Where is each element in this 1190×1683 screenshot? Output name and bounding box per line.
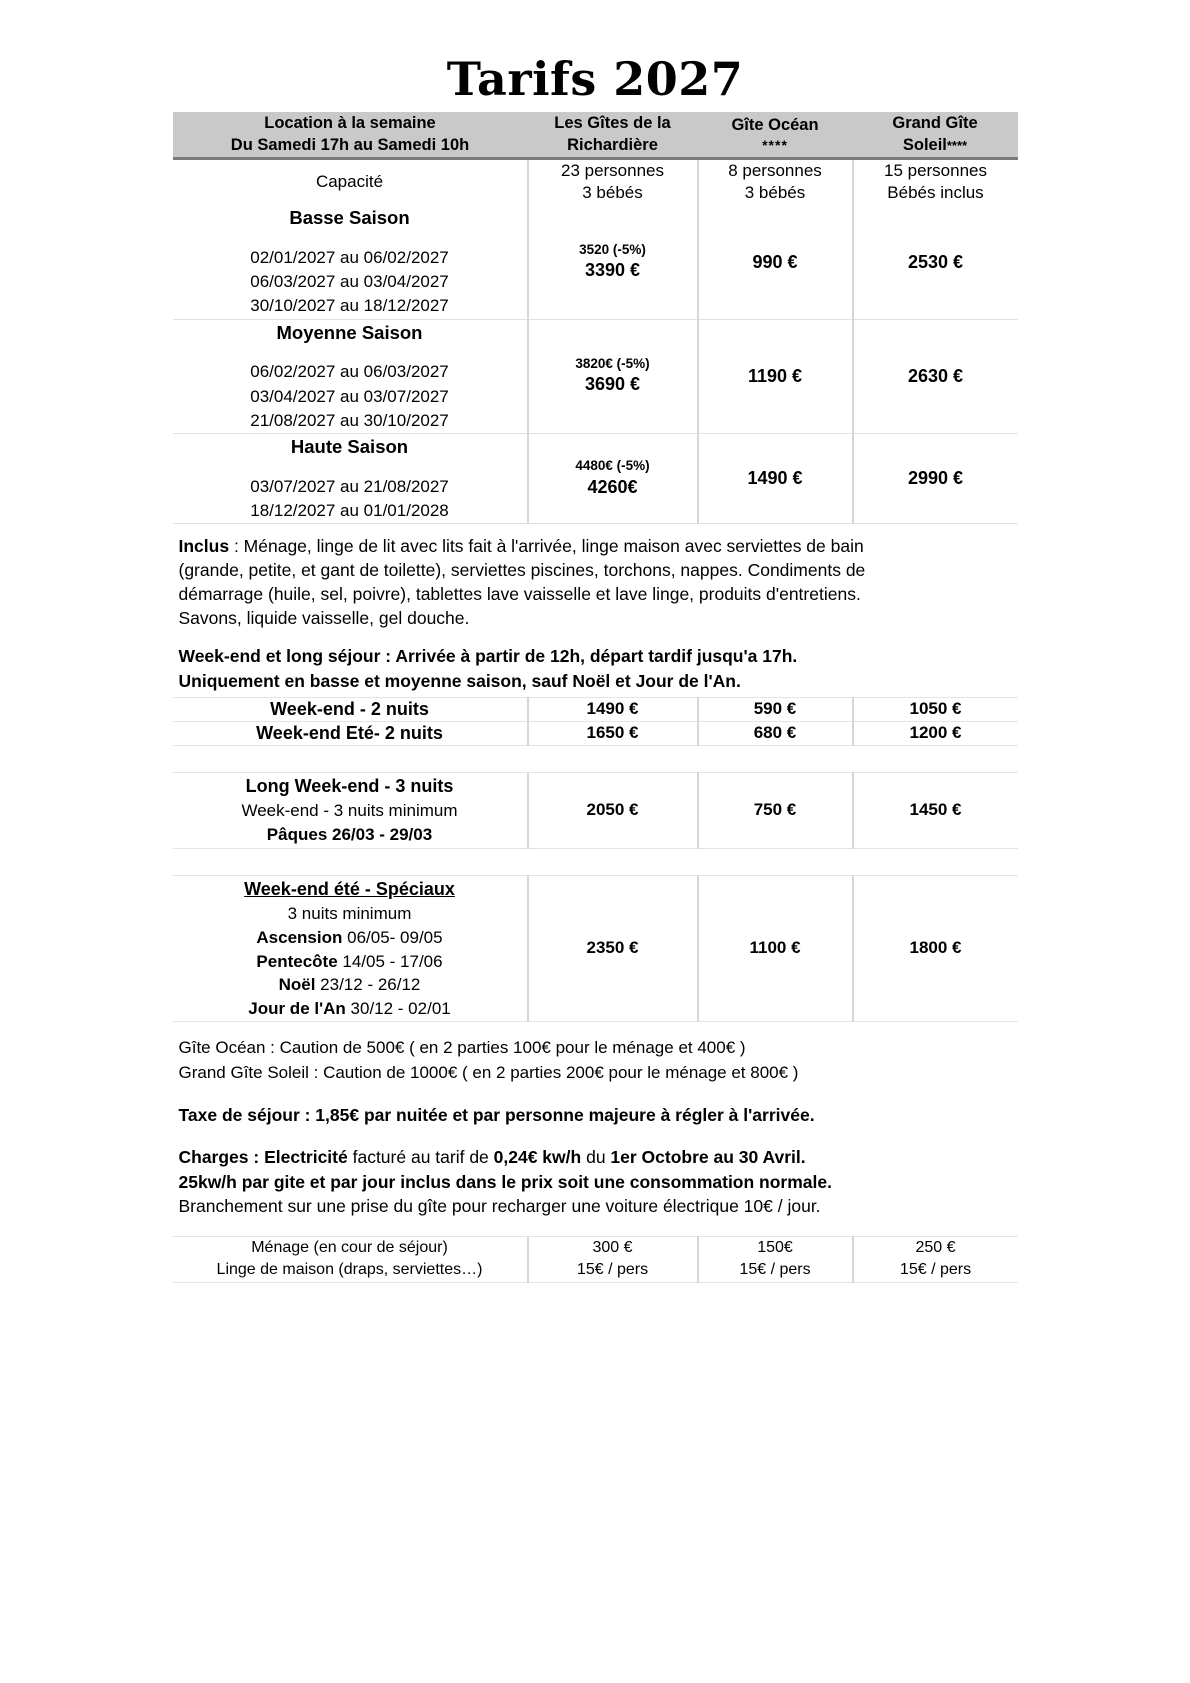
header-cell-grand-gite-soleil <box>853 112 1018 158</box>
season-name-haute: Haute Saison <box>290 435 409 457</box>
inclus-line1: : Ménage, linge de lit avec lits fait à l'arrivée, linge maison avec serviettes de bain <box>229 535 864 556</box>
weekend-2n-soleil: 1050 € <box>853 697 1018 721</box>
charges-line2: 25kw/h par gite et par jour inclus dans le prix soit une consommation normale. <box>178 1171 832 1192</box>
table-row-weekend-2n <box>173 697 1018 721</box>
special-weekend-ocean: 1100 € <box>698 875 853 1021</box>
tarifs-sheet <box>173 112 1018 1283</box>
table-row-basse-saison <box>173 205 1018 319</box>
table-row-haute-saison <box>173 433 1018 523</box>
special-weekend-item-noel <box>173 973 527 997</box>
season-name-moyenne: Moyenne Saison <box>276 321 423 343</box>
long-weekend-title: Long Week-end - 3 nuits <box>245 775 454 796</box>
price-basse-richardiere-final: 3390 € <box>584 260 641 281</box>
charges-line1-rest: facturé au tarif de <box>347 1147 494 1168</box>
long-weekend-subtitle: Week-end - 3 nuits minimum <box>241 800 458 820</box>
capacity-richardiere <box>528 158 698 205</box>
weekend-note-line1: Week-end et long séjour : Arrivée à partir de 12h, départ tardif jusqu'a 17h. <box>178 646 798 667</box>
spacer-cell <box>698 745 853 772</box>
charges-rate: 0,24€ kw/h <box>493 1147 582 1168</box>
special-name-ascension: Ascension <box>256 927 343 947</box>
season-label-basse <box>173 205 528 319</box>
price-moyenne-soleil-value: 2630 € <box>907 365 964 386</box>
header-soleil-line1: Grand Gîte <box>892 114 978 132</box>
inclus-label: Inclus <box>178 535 230 556</box>
season-date-basse-2: 06/03/2027 au 03/04/2027 <box>250 272 449 292</box>
table-header-row <box>173 112 1018 158</box>
menage-service-label: Ménage (en cour de séjour) <box>251 1238 448 1256</box>
header-rental-line2: Du Samedi 17h au Samedi 10h <box>230 136 470 155</box>
table-row-special-weekends <box>173 875 1018 1021</box>
capacity-ocean-persons: 8 personnes <box>728 160 822 180</box>
spacer-row-1 <box>173 745 1018 772</box>
header-soleil-line2: Soleil <box>902 136 947 155</box>
caution-paragraph <box>173 1022 1018 1089</box>
season-date-haute-1: 03/07/2027 au 21/08/2027 <box>250 476 449 496</box>
inclus-line3: démarrage (huile, sel, poivre), tablettes lave vaisselle et lave linge, produits d'entretiens. <box>178 584 861 605</box>
header-richardiere-line1: Les Gîtes de la <box>554 114 671 132</box>
spacer-row-2 <box>173 848 1018 875</box>
capacity-ocean <box>698 158 853 205</box>
menage-service-richardiere: 300 € <box>528 1236 698 1259</box>
price-moyenne-richardiere-original: 3820€ (-5%) <box>575 355 650 371</box>
season-date-haute-2: 18/12/2027 au 01/01/2028 <box>250 500 449 520</box>
price-haute-ocean <box>698 433 853 523</box>
price-basse-ocean-value: 990 € <box>752 251 798 272</box>
price-moyenne-richardiere-final: 3690 € <box>584 374 641 395</box>
header-ocean-name: Gîte Océan <box>731 115 819 134</box>
weekend-2n-richardiere: 1490 € <box>528 697 698 721</box>
special-name-noel: Noël <box>278 975 316 995</box>
weekend-policy-note <box>173 634 1018 696</box>
special-dates-jour-de-lan: 30/12 - 02/01 <box>345 999 451 1019</box>
special-dates-ascension: 06/05- 09/05 <box>342 927 443 947</box>
charges-label: Charges : Electricité <box>178 1147 348 1168</box>
capacity-richardiere-persons: 23 personnes <box>560 160 665 180</box>
table-row-weekend-ete-2n <box>173 721 1018 745</box>
spacer-cell <box>853 848 1018 875</box>
spacer-cell <box>528 745 698 772</box>
price-basse-richardiere-original: 3520 (-5%) <box>579 241 646 257</box>
capacity-row <box>173 158 1018 205</box>
charges-paragraph <box>173 1131 1018 1221</box>
taxe-sejour-paragraph <box>173 1089 1018 1131</box>
long-weekend-ocean: 750 € <box>698 772 853 848</box>
weekend-ete-2n-richardiere: 1650 € <box>528 721 698 745</box>
page-title: Tarifs 2027 <box>446 52 744 106</box>
linge-service-ocean: 15€ / pers <box>698 1259 853 1282</box>
price-moyenne-ocean <box>698 319 853 433</box>
header-rental-line1: Location à la semaine <box>264 114 436 132</box>
price-haute-ocean-value: 1490 € <box>747 467 803 488</box>
weekend-2n-ocean: 590 € <box>698 697 853 721</box>
linge-service-richardiere: 15€ / pers <box>528 1259 698 1282</box>
weekend-ete-2n-soleil: 1200 € <box>853 721 1018 745</box>
caution-line-soleil: Grand Gîte Soleil : Caution de 1000€ ( en 2 parties 200€ pour le ménage et 800€ ) <box>178 1062 799 1082</box>
spacer-cell <box>853 745 1018 772</box>
spacer-cell <box>528 848 698 875</box>
price-haute-richardiere <box>528 433 698 523</box>
season-name-basse: Basse Saison <box>289 207 410 229</box>
inclus-paragraph <box>173 524 1018 635</box>
menage-service-ocean: 150€ <box>698 1236 853 1259</box>
header-cell-rental-terms <box>173 112 528 158</box>
price-basse-soleil-value: 2530 € <box>907 251 964 272</box>
special-dates-noel: 23/12 - 26/12 <box>315 975 421 995</box>
special-weekend-label <box>173 875 528 1021</box>
linge-service-soleil: 15€ / pers <box>853 1259 1018 1282</box>
price-moyenne-soleil <box>853 319 1018 433</box>
header-soleil-stars: **** <box>946 138 968 154</box>
caution-line-ocean: Gîte Océan : Caution de 500€ ( en 2 parties 100€ pour le ménage et 400€ ) <box>178 1038 746 1058</box>
extra-services-table <box>173 1236 1018 1283</box>
special-weekend-item-ascension <box>173 926 527 950</box>
season-date-moyenne-3: 21/08/2027 au 30/10/2027 <box>250 410 449 430</box>
capacity-soleil-babies: Bébés inclus <box>887 183 984 203</box>
season-date-moyenne-2: 03/04/2027 au 03/07/2027 <box>250 386 449 406</box>
special-weekend-item-pentecote <box>173 950 527 974</box>
inclus-line2: (grande, petite, et gant de toilette), serviettes piscines, torchons, nappes. Condiments de <box>178 559 866 580</box>
season-label-haute <box>173 433 528 523</box>
season-price-table <box>173 112 1018 524</box>
weekend-price-table <box>173 697 1018 1022</box>
special-weekend-soleil: 1800 € <box>853 875 1018 1021</box>
taxe-sejour-text: Taxe de séjour : 1,85€ par nuitée et par personne majeure à régler à l'arrivée. <box>178 1105 815 1126</box>
table-row-moyenne-saison <box>173 319 1018 433</box>
spacer-cell <box>698 848 853 875</box>
long-weekend-soleil: 1450 € <box>853 772 1018 848</box>
capacity-ocean-babies: 3 bébés <box>744 183 806 203</box>
price-haute-richardiere-original: 4480€ (-5%) <box>575 458 650 474</box>
special-weekend-item-jour-de-lan <box>173 997 527 1021</box>
weekend-2n-label: Week-end - 2 nuits <box>173 697 528 721</box>
price-moyenne-ocean-value: 1190 € <box>747 365 803 386</box>
special-weekend-richardiere: 2350 € <box>528 875 698 1021</box>
header-cell-richardiere <box>528 112 698 158</box>
table-row-long-weekend <box>173 772 1018 848</box>
weekend-note-line2: Uniquement en basse et moyenne saison, sauf Noël et Jour de l'An. <box>178 670 741 691</box>
spacer-cell <box>173 848 528 875</box>
menage-service-soleil: 250 € <box>853 1236 1018 1259</box>
header-richardiere-line2: Richardière <box>567 136 658 155</box>
header-cell-gite-ocean <box>698 112 853 158</box>
special-weekend-subtitle: 3 nuits minimum <box>287 904 412 924</box>
price-haute-soleil <box>853 433 1018 523</box>
season-date-basse-3: 30/10/2027 au 18/12/2027 <box>250 296 449 316</box>
special-name-pentecote: Pentecôte <box>256 951 338 971</box>
charges-period: 1er Octobre au 30 Avril. <box>610 1147 806 1168</box>
price-basse-ocean <box>698 205 853 319</box>
spacer-cell <box>173 745 528 772</box>
table-row-linge-service <box>173 1259 1018 1282</box>
special-weekend-title: Week-end été - Spéciaux <box>244 878 455 899</box>
capacity-label: Capacité <box>315 172 384 192</box>
price-haute-richardiere-final: 4260€ <box>587 476 638 497</box>
price-basse-soleil <box>853 205 1018 319</box>
capacity-soleil-persons: 15 personnes <box>883 160 988 180</box>
price-moyenne-richardiere <box>528 319 698 433</box>
charges-line1-rest2: du <box>581 1147 611 1168</box>
season-date-moyenne-1: 06/02/2027 au 06/03/2027 <box>250 362 449 382</box>
table-row-menage-service <box>173 1236 1018 1259</box>
season-date-basse-1: 02/01/2027 au 06/02/2027 <box>250 248 449 268</box>
weekend-ete-2n-label: Week-end Eté- 2 nuits <box>173 721 528 745</box>
special-dates-pentecote: 14/05 - 17/06 <box>337 951 443 971</box>
season-label-moyenne <box>173 319 528 433</box>
special-name-jour-de-lan: Jour de l'An <box>248 999 346 1019</box>
long-weekend-label <box>173 772 528 848</box>
linge-service-label: Linge de maison (draps, serviettes…) <box>216 1261 483 1279</box>
inclus-line4: Savons, liquide vaisselle, gel douche. <box>178 608 470 629</box>
price-haute-soleil-value: 2990 € <box>907 467 964 488</box>
header-ocean-stars: **** <box>762 136 788 153</box>
price-basse-richardiere <box>528 205 698 319</box>
charges-line3: Branchement sur une prise du gîte pour recharger une voiture électrique 10€ / jour. <box>178 1195 821 1216</box>
weekend-ete-2n-ocean: 680 € <box>698 721 853 745</box>
long-weekend-dates: Pâques 26/03 - 29/03 <box>266 825 433 845</box>
long-weekend-richardiere: 2050 € <box>528 772 698 848</box>
capacity-soleil <box>853 158 1018 205</box>
capacity-richardiere-babies: 3 bébés <box>582 183 643 203</box>
